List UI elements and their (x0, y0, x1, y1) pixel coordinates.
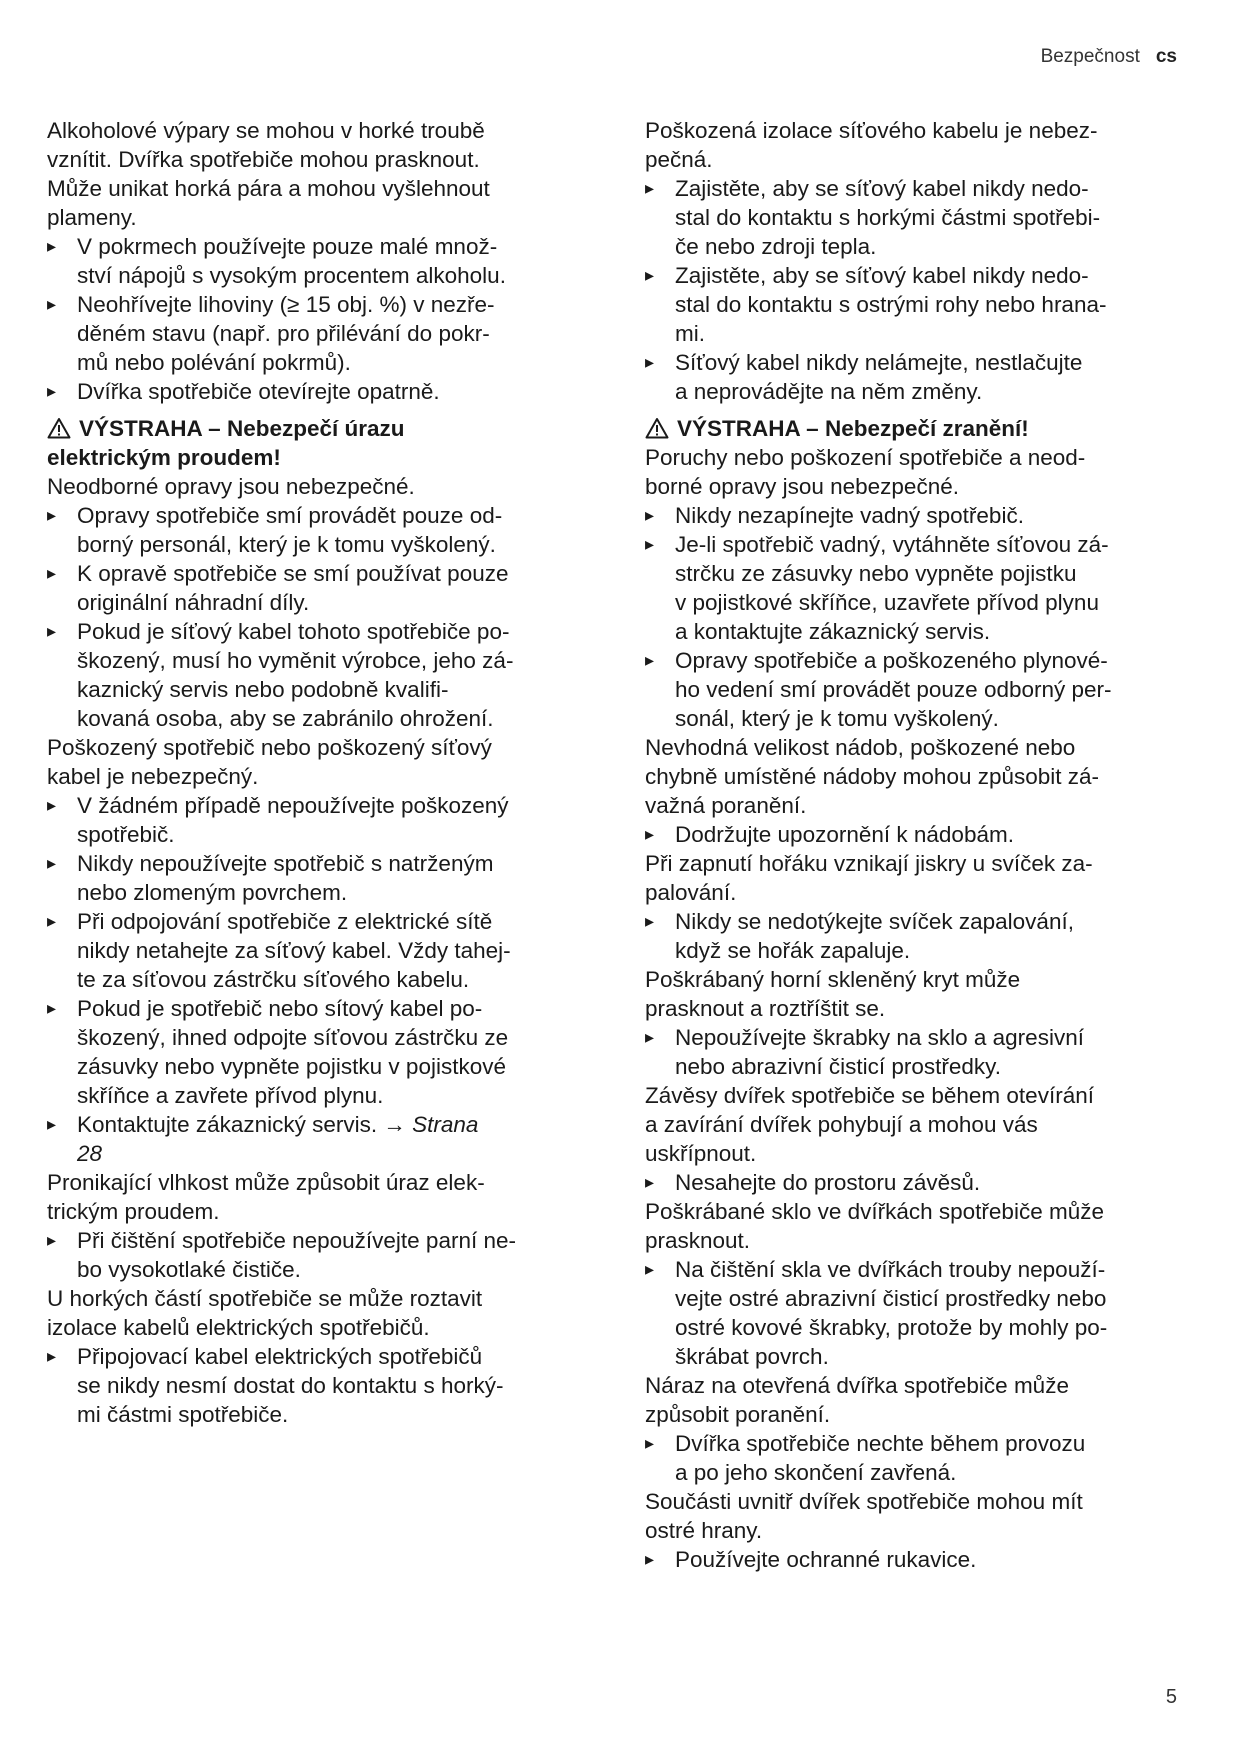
text-line: Pokud je síťový kabel tohoto spotřebiče po- (77, 619, 510, 644)
text-line: Používejte ochranné rukavice. (675, 1547, 977, 1572)
bullet-item (47, 501, 582, 559)
bullet-item (645, 1168, 1180, 1197)
text-line: prasknout a roztříštit se. (645, 996, 886, 1021)
warning-triangle-icon (47, 417, 71, 439)
text-line: ostré hrany. (645, 1518, 763, 1543)
text-line: chybně umístěné nádoby mohou způsobit zá- (645, 764, 1100, 789)
text-line: ostré kovové škrabky, protože by mohly po- (675, 1315, 1108, 1340)
bullet-item (47, 994, 582, 1110)
text-line: mi částmi spotřebiče. (77, 1402, 289, 1427)
bullet-item (47, 232, 582, 290)
text-line: Opravy spotřebiče smí provádět pouze od- (77, 503, 503, 528)
text-line: borné opravy jsou nebezpečné. (645, 474, 959, 499)
text-line: Závěsy dvířek spotřebiče se během otevírání (645, 1083, 1094, 1108)
bullet-item (47, 617, 582, 733)
text-line: a zavírání dvířek pohybují a mohou vás (645, 1112, 1038, 1137)
bullet-item (645, 646, 1180, 733)
text-line: trickým proudem. (47, 1199, 220, 1224)
text-line: Poškozený spotřebič nebo poškozený síťový (47, 735, 492, 760)
text-line: Při čištění spotřebiče nepoužívejte parní ne- (77, 1228, 516, 1253)
text-line: originální náhradní díly. (77, 590, 310, 615)
bullet-item (645, 261, 1180, 348)
text-line: Poruchy nebo poškození spotřebiče a neod- (645, 445, 1086, 470)
bullet-item (645, 1545, 1180, 1574)
right-column (645, 116, 1180, 1574)
text-line: děném stavu (např. pro přilévání do pokr- (77, 321, 490, 346)
text-line: zásuvky nebo vypněte pojistku v pojistkové (77, 1054, 506, 1079)
warning-triangle-icon (645, 417, 669, 439)
text-line: Poškozená izolace síťového kabelu je nebez- (645, 118, 1098, 143)
text-line: U horkých částí spotřebiče se může roztavit (47, 1286, 483, 1311)
text-line: V žádném případě nepoužívejte poškozený (77, 793, 509, 818)
text-line: Síťový kabel nikdy nelámejte, nestlačujte (675, 350, 1083, 375)
bullet-item (47, 849, 582, 907)
text-line: Zajistěte, aby se síťový kabel nikdy nedo- (675, 176, 1089, 201)
paragraph-alcohol (47, 116, 582, 232)
bullet-item (645, 1429, 1180, 1487)
bullet-item (645, 820, 1180, 849)
text-line: uskřípnout. (645, 1141, 757, 1166)
text-line: Připojovací kabel elektrických spotřebičů (77, 1344, 483, 1369)
text-line: Je-li spotřebič vadný, vytáhněte síťovou zá- (675, 532, 1109, 557)
text-line: pečná. (645, 147, 713, 172)
paragraph-door-glass (645, 1197, 1180, 1255)
text-line: škozený, ihned odpojte síťovou zástrčku ze (77, 1025, 509, 1050)
text-line: Poškrábaný horní skleněný kryt může (645, 967, 1021, 992)
section-title: Bezpečnost (1040, 46, 1140, 67)
text-line: Opravy spotřebiče a poškozeného plynové- (675, 648, 1108, 673)
text-line: když se hořák zapaluje. (675, 938, 911, 963)
arrow-right-icon: → (383, 1112, 406, 1137)
text-line: Nikdy nezapínejte vadný spotřebič. (675, 503, 1024, 528)
text-line: K opravě spotřebiče se smí používat pouze (77, 561, 509, 586)
text-line: mi. (675, 321, 705, 346)
text-line: Dvířka spotřebiče nechte během provozu (675, 1431, 1086, 1456)
text-line: skříňce a zavřete přívod plynu. (77, 1083, 384, 1108)
text-line: važná poranění. (645, 793, 807, 818)
text-line: způsobit poranění. (645, 1402, 831, 1427)
text-line: kabel je nebezpečný. (47, 764, 259, 789)
text-line: a po jeho skončení zavřená. (675, 1460, 957, 1485)
text-line: borný personál, který je k tomu vyškolený. (77, 532, 496, 557)
text-line: kovaná osoba, aby se zabránilo ohrožení. (77, 706, 494, 731)
text-line: Součásti uvnitř dvířek spotřebiče mohou mít (645, 1489, 1083, 1514)
page-number: 5 (1165, 1686, 1177, 1708)
text-line: Při zapnutí hořáku vznikají jiskry u svíček za- (645, 851, 1093, 876)
bullet-item (47, 290, 582, 377)
bullet-item (47, 907, 582, 994)
text-line: sonál, který je k tomu vyškolený. (675, 706, 999, 731)
text-line: kaznický servis nebo podobně kvalifi- (77, 677, 449, 702)
paragraph-hot-parts (47, 1284, 582, 1342)
text-line: ho vedení smí provádět pouze odborný per- (675, 677, 1112, 702)
text-line: elektrickým proudem! (47, 445, 281, 470)
text-line: Může unikat horká pára a mohou vyšlehnout (47, 176, 490, 201)
page-reference-link[interactable]: Strana 28 (77, 1112, 479, 1166)
paragraph-repairs (47, 472, 582, 501)
paragraph-hinges (645, 1081, 1180, 1168)
text-line: se nikdy nesmí dostat do kontaktu s horký- (77, 1373, 504, 1398)
paragraph-faults (645, 443, 1180, 501)
text-line: Pokud je spotřebič nebo sítový kabel po- (77, 996, 483, 1021)
text-line: te za síťovou zástrčku síťového kabelu. (77, 967, 470, 992)
bullet-item (47, 1226, 582, 1284)
paragraph-moisture (47, 1168, 582, 1226)
text-line: palování. (645, 880, 737, 905)
text-line: plameny. (47, 205, 137, 230)
text-line: Zajistěte, aby se síťový kabel nikdy nedo- (675, 263, 1089, 288)
text-line: nikdy netahejte za síťový kabel. Vždy tahej- (77, 938, 511, 963)
text-line: vejte ostré abrazivní čisticí prostředky nebo (675, 1286, 1107, 1311)
bullet-item (645, 501, 1180, 530)
text-line: ství nápojů s vysokým procentem alkoholu. (77, 263, 506, 288)
text-line: izolace kabelů elektrických spotřebičů. (47, 1315, 430, 1340)
bullet-item-contact-service: ▸ Kontaktujte zákaznický servis. → Strana 28 (47, 1110, 582, 1168)
bullet-item (47, 791, 582, 849)
text-line: Na čištění skla ve dvířkách trouby nepouží- (675, 1257, 1106, 1282)
text-line: Nepoužívejte škrabky na sklo a agresivní (675, 1025, 1084, 1050)
text-line: nebo zlomeným povrchem. (77, 880, 348, 905)
text-line: VÝSTRAHA – Nebezpečí zranění! (677, 416, 1029, 441)
bullet-item (645, 907, 1180, 965)
text-line: Neohřívejte lihoviny (≥ 15 obj. %) v nezře- (77, 292, 495, 317)
language-code: cs (1155, 46, 1177, 67)
text-line: stal do kontaktu s horkými částmi spotřebi- (675, 205, 1101, 230)
text-line: Při odpojování spotřebiče z elektrické sítě (77, 909, 493, 934)
paragraph-insulation (645, 116, 1180, 174)
warning-heading-injury (645, 414, 1180, 443)
bullet-item (47, 1342, 582, 1429)
text-line: Dodržujte upozornění k nádobám. (675, 822, 1014, 847)
text-line: škrábat povrch. (675, 1344, 829, 1369)
text-line: Poškrábané sklo ve dvířkách spotřebiče může (645, 1199, 1104, 1224)
text-line: Alkoholové výpary se mohou v horké troubě (47, 118, 485, 143)
bullet-item (645, 174, 1180, 261)
left-column (47, 116, 582, 1429)
text-line: nebo abrazivní čisticí prostředky. (675, 1054, 1001, 1079)
paragraph-spark (645, 849, 1180, 907)
text-line: Nevhodná velikost nádob, poškozené nebo (645, 735, 1076, 760)
warning-heading-electric (47, 414, 582, 472)
text-line: a neprovádějte na něm změny. (675, 379, 983, 404)
bullet-item (645, 1023, 1180, 1081)
text-line: prasknout. (645, 1228, 751, 1253)
bullet-item (645, 530, 1180, 646)
text-line: Nikdy se nedotýkejte svíček zapalování, (675, 909, 1074, 934)
text-line: Neodborné opravy jsou nebezpečné. (47, 474, 415, 499)
text-line: Pronikající vlhkost může způsobit úraz elek- (47, 1170, 485, 1195)
bullet-item (47, 377, 582, 406)
text-line: Nesahejte do prostoru závěsů. (675, 1170, 981, 1195)
text-line: V pokrmech používejte pouze malé množ- (77, 234, 498, 259)
text-line: vznítit. Dvířka spotřebiče mohou prasknout. (47, 147, 480, 172)
text-line: a kontaktujte zákaznický servis. (675, 619, 991, 644)
bullet-item (645, 348, 1180, 406)
text-line: bo vysokotlaké čističe. (77, 1257, 301, 1282)
text-line: VÝSTRAHA – Nebezpečí úrazu (79, 416, 405, 441)
paragraph-glass-cover (645, 965, 1180, 1023)
bullet-item (645, 1255, 1180, 1371)
text-line: mů nebo polévání pokrmů). (77, 350, 351, 375)
text-line: Dvířka spotřebiče otevírejte opatrně. (77, 379, 440, 404)
running-header (1041, 46, 1177, 68)
paragraph-damaged (47, 733, 582, 791)
bullet-item (47, 559, 582, 617)
text-line: Nikdy nepoužívejte spotřebič s natrženým (77, 851, 494, 876)
text-line: škozený, musí ho vyměnit výrobce, jeho zá- (77, 648, 514, 673)
text-line: če nebo zdroji tepla. (675, 234, 877, 259)
paragraph-container-size (645, 733, 1180, 820)
text-line: Náraz na otevřená dvířka spotřebiče může (645, 1373, 1069, 1398)
text-line: v pojistkové skříňce, uzavřete přívod plynu (675, 590, 1099, 615)
text-line: spotřebič. (77, 822, 175, 847)
text-line: stal do kontaktu s ostrými rohy nebo hrana- (675, 292, 1107, 317)
paragraph-impact (645, 1371, 1180, 1429)
text-line: strčku ze zásuvky nebo vypněte pojistku (675, 561, 1077, 586)
paragraph-sharp-edges (645, 1487, 1180, 1545)
